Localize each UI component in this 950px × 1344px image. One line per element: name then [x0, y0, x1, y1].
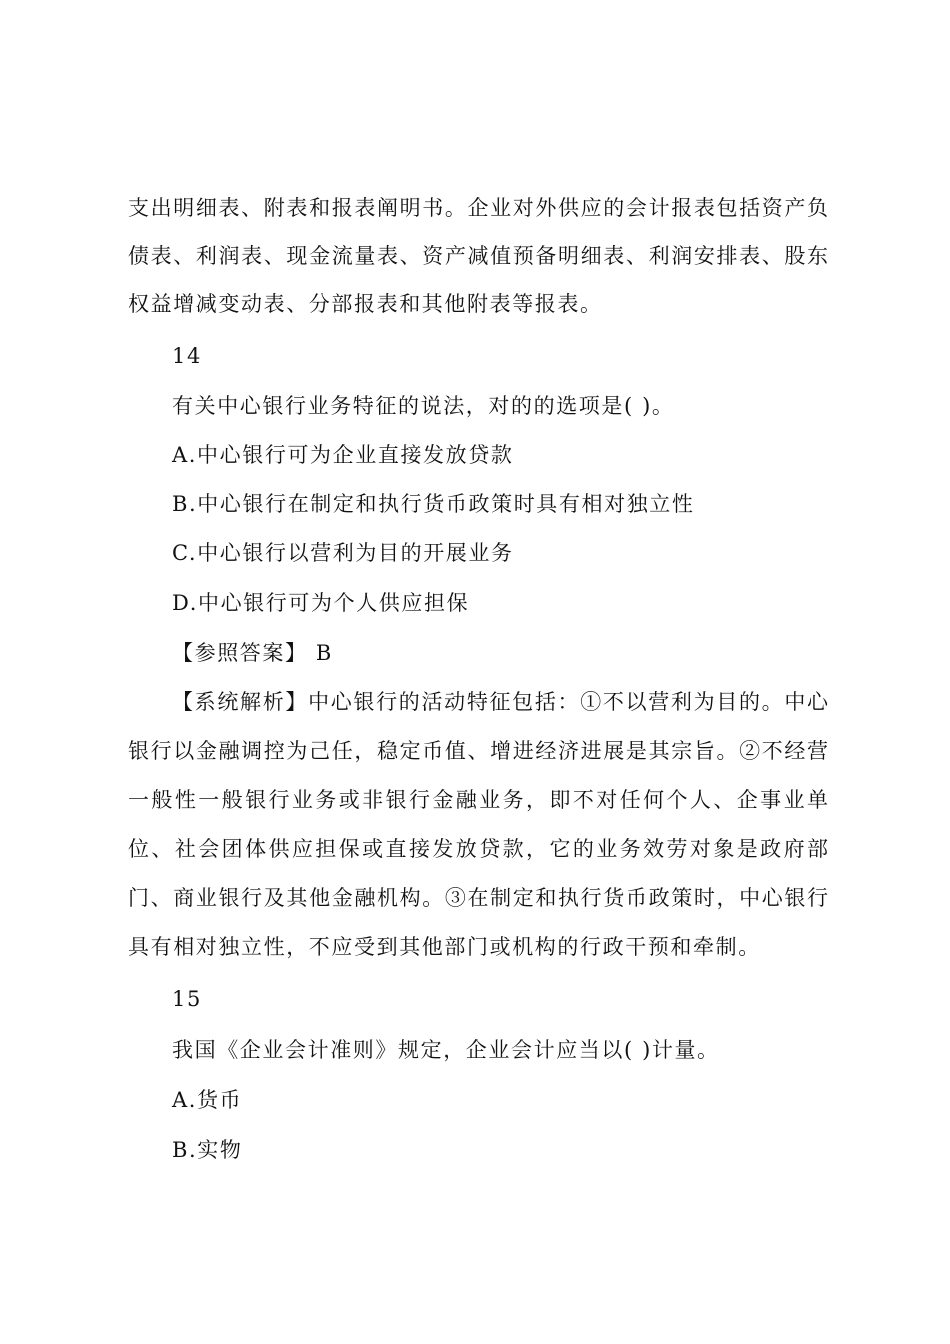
option-a: A.货币 — [172, 1088, 243, 1112]
explanation-line: 银行以金融调控为己任，稳定币值、增进经济进展是其宗旨。②不经营 — [128, 739, 828, 763]
question-number: 14 — [172, 344, 202, 368]
explanation-line: 位、社会团体供应担保或直接发放贷款，它的业务效劳对象是政府部 — [128, 837, 828, 861]
explanation-line: 【系统解析】中心银行的活动特征包括：①不以营利为目的。中心 — [172, 690, 828, 714]
option-c: C.中心银行以营利为目的开展业务 — [172, 541, 514, 565]
explanation-line: 门、商业银行及其他金融机构。③在制定和执行货币政策时，中心银行 — [128, 886, 828, 910]
question-number: 15 — [172, 987, 202, 1011]
paragraph-line: 支出明细表、附表和报表阐明书。企业对外供应的会计报表包括资产负 — [128, 196, 828, 220]
reference-answer: 【参照答案】 B — [172, 641, 333, 665]
question-stem: 我国《企业会计准则》规定，企业会计应当以( )计量。 — [172, 1038, 720, 1062]
option-d: D.中心银行可为个人供应担保 — [172, 591, 470, 615]
explanation-line: 具有相对独立性，不应受到其他部门或机构的行政干预和牵制。 — [128, 935, 761, 959]
paragraph-line: 权益增减变动表、分部报表和其他附表等报表。 — [128, 292, 603, 316]
option-b: B.实物 — [172, 1138, 243, 1162]
paragraph-line: 债表、利润表、现金流量表、资产减值预备明细表、利润安排表、股东 — [128, 244, 828, 268]
explanation-line: 一般性一般银行业务或非银行金融业务，即不对任何个人、企事业单 — [128, 788, 828, 812]
option-a: A.中心银行可为企业直接发放贷款 — [172, 443, 514, 467]
question-stem: 有关中心银行业务特征的说法，对的的选项是( )。 — [172, 394, 675, 418]
option-b: B.中心银行在制定和执行货币政策时具有相对独立性 — [172, 492, 695, 516]
